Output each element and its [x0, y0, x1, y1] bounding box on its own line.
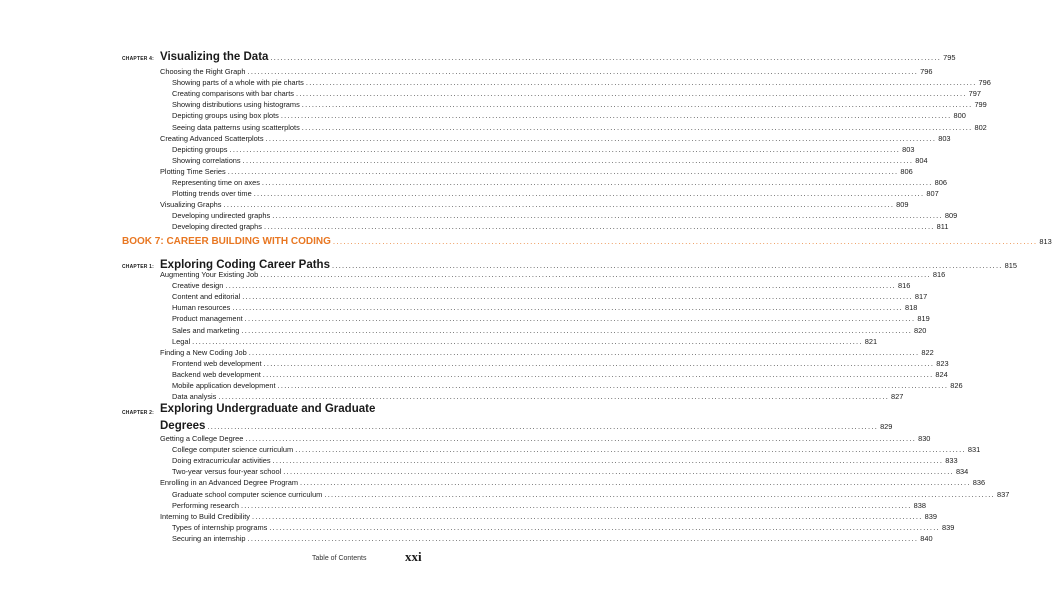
leader-dots: ........................................................................................................................................................................................................ — [301, 122, 973, 132]
leader-dots: ........................................................................................................................................................................................................ — [242, 155, 914, 165]
entry-title: Developing undirected graphs — [172, 211, 271, 221]
entry-title: Graduate school computer science curriculum — [172, 489, 323, 499]
toc-subentry[interactable] — [172, 303, 918, 313]
entry-title: Two-year versus four-year school — [172, 467, 282, 477]
toc-subentry[interactable] — [172, 111, 966, 121]
toc-subentry[interactable] — [172, 445, 981, 455]
entry-page: 818 — [905, 303, 918, 313]
entry-page: 803 — [902, 144, 915, 154]
entry-page: 803 — [938, 133, 951, 143]
leader-dots: ........................................................................................................................................................................................................ — [260, 270, 931, 279]
leader-dots: ........................................................................................................................................................................................................ — [301, 100, 973, 110]
entry-page: 823 — [936, 358, 949, 368]
entry-page: 811 — [936, 222, 949, 232]
entry-title: Choosing the Right Graph — [160, 67, 246, 76]
entry-title: Product management — [172, 314, 243, 324]
entry-title: Human resources — [172, 303, 231, 313]
entry-page: 806 — [934, 178, 947, 187]
leader-dots: ........................................................................................................................................................................................................ — [192, 336, 863, 346]
entry-page: 831 — [967, 445, 981, 455]
leader-dots: ........................................................................................................................................................................................................ — [261, 178, 933, 187]
chapter-2-page: 829 — [880, 422, 893, 431]
entry-page: 824 — [935, 369, 948, 379]
entry-title: Seeing data patterns using scatterplots — [172, 122, 300, 132]
chapter-1-label: CHAPTER 1: — [122, 264, 155, 270]
entry-title: Plotting Time Series — [160, 166, 226, 176]
leader-dots: ........................................................................................................................................................................................................ — [223, 200, 895, 210]
chapter-4-heading[interactable] — [160, 49, 956, 66]
book-7-title: BOOK 7: CAREER BUILDING WITH CODING — [122, 236, 331, 247]
entry-title: Mobile application development — [172, 381, 276, 390]
toc-entry[interactable] — [160, 166, 913, 177]
entry-page: 816 — [932, 270, 946, 279]
toc-entry[interactable] — [160, 270, 946, 280]
leader-dots: ........................................................................................................................................................................................................ — [207, 422, 879, 431]
chapter-2-title-line1: Exploring Undergraduate and Graduate — [160, 403, 376, 415]
toc-entry[interactable] — [160, 478, 986, 488]
entry-title: Creating comparisons with bar charts — [172, 89, 294, 99]
entry-title: Data analysis — [172, 392, 217, 402]
entry-page: 830 — [918, 434, 931, 443]
footer-page-number: xxi — [405, 549, 422, 564]
toc-subentry[interactable] — [172, 489, 1010, 500]
book-7-heading[interactable] — [122, 236, 1052, 248]
leader-dots: ........................................................................................................................................................................................................ — [324, 489, 996, 499]
entry-page: 836 — [972, 478, 986, 488]
toc-subentry[interactable] — [172, 533, 933, 544]
leader-dots: ........................................................................................................................................................................................................ — [229, 144, 901, 154]
entry-title: Getting a College Degree — [160, 434, 244, 443]
entry-title: Depicting groups using box plots — [172, 111, 279, 121]
leader-dots: ........................................................................................................................................................................................................ — [300, 478, 971, 488]
toc-entry[interactable] — [160, 347, 934, 358]
toc-subentry[interactable] — [172, 292, 928, 302]
entry-page: 826 — [950, 381, 963, 390]
entry-page: 802 — [974, 122, 987, 132]
chapter-2-title-line2: Degrees — [160, 420, 206, 432]
toc-subentry[interactable] — [172, 314, 930, 324]
entry-page: 817 — [914, 292, 928, 302]
leader-dots: ........................................................................................................................................................................................................ — [244, 314, 916, 324]
toc-subentry[interactable] — [172, 281, 911, 291]
chapter-4-title: Visualizing the Data — [160, 51, 269, 63]
toc-subentry[interactable] — [172, 155, 928, 166]
toc-subentry[interactable] — [172, 100, 987, 110]
toc-subentry[interactable] — [172, 178, 947, 188]
entry-page: 833 — [945, 456, 958, 466]
leader-dots: ........................................................................................................................................................................................................ — [272, 456, 944, 466]
chapter-1-page: 815 — [1004, 261, 1017, 270]
entry-title: Legal — [172, 336, 191, 346]
entry-page: 839 — [941, 522, 955, 532]
entry-title: Content and editorial — [172, 292, 241, 302]
leader-dots: ........................................................................................................................................................................................................ — [240, 500, 912, 510]
entry-page: 838 — [913, 500, 926, 510]
leader-dots: ........................................................................................................................................................................................................ — [269, 522, 940, 532]
chapter-4-label: CHAPTER 4: — [122, 56, 155, 62]
entry-page: 840 — [920, 533, 933, 543]
leader-dots: ........................................................................................................................................................................................................ — [283, 467, 954, 477]
entry-title: Doing extracurricular activities — [172, 456, 271, 466]
entry-title: Sales and marketing — [172, 325, 240, 335]
toc-subentry[interactable] — [172, 78, 991, 88]
leader-dots: ........................................................................................................................................................................................................ — [263, 222, 935, 232]
leader-dots: ........................................................................................................................................................................................................ — [280, 111, 952, 121]
chapter-1-title: Exploring Coding Career Paths — [160, 259, 330, 271]
leader-dots: ........................................................................................................................................................................................................ — [248, 347, 920, 357]
toc-entry[interactable] — [160, 434, 931, 444]
toc-entry[interactable] — [160, 200, 909, 210]
toc-subentry[interactable] — [172, 456, 958, 466]
entry-title: Visualizing Graphs — [160, 200, 222, 210]
entry-page: 820 — [914, 325, 927, 335]
leader-dots: ........................................................................................................................................................................................................ — [247, 67, 919, 76]
entry-title: Creative design — [172, 281, 224, 291]
entry-page: 809 — [944, 211, 958, 221]
chapter-4-page: 795 — [943, 53, 956, 62]
entry-page: 806 — [900, 166, 913, 176]
entry-title: Plotting trends over time — [172, 189, 252, 199]
entry-page: 809 — [896, 200, 909, 210]
leader-dots: ........................................................................................................................................................................................................ — [331, 261, 1003, 270]
entry-page: 819 — [917, 314, 930, 324]
entry-title: Performing research — [172, 500, 239, 510]
entry-page: 797 — [968, 89, 982, 99]
leader-dots: ........................................................................................................................................................................................................ — [227, 166, 899, 176]
toc-entry[interactable] — [160, 511, 937, 522]
leader-dots: ........................................................................................................................................................................................................ — [251, 511, 923, 521]
toc-subentry[interactable] — [172, 144, 915, 155]
toc-subentry[interactable] — [172, 369, 948, 380]
toc-subentry[interactable] — [172, 189, 939, 199]
leader-dots: ........................................................................................................................................................................................................ — [277, 381, 949, 390]
toc-subentry[interactable] — [172, 222, 949, 232]
toc-subentry[interactable] — [172, 381, 963, 391]
entry-page: 834 — [955, 467, 969, 477]
entry-page: 796 — [920, 67, 933, 76]
toc-subentry[interactable] — [172, 522, 955, 533]
entry-title: Types of internship programs — [172, 522, 268, 532]
leader-dots: ........................................................................................................................................................................................................ — [272, 211, 943, 221]
leader-dots: ........................................................................................................................................................................................................ — [305, 78, 977, 88]
leader-dots: ........................................................................................................................................................................................................ — [232, 303, 903, 313]
entry-page: 816 — [898, 281, 911, 291]
entry-page: 837 — [997, 489, 1010, 499]
leader-dots: ........................................................................................................................................................................................................ — [263, 358, 935, 368]
entry-title: Showing correlations — [172, 155, 241, 165]
entry-title: Developing directed graphs — [172, 222, 262, 232]
toc-entry[interactable] — [160, 67, 933, 77]
entry-title: Backend web development — [172, 369, 261, 379]
entry-title: Enrolling in an Advanced Degree Program — [160, 478, 299, 488]
toc-subentry[interactable] — [172, 122, 987, 133]
leader-dots: ........................................................................................................................................................................................................ — [253, 189, 925, 199]
toc-subentry[interactable] — [172, 211, 958, 221]
chapter-2-heading[interactable] — [160, 418, 893, 435]
leader-dots: ........................................................................................................................................................................................................ — [245, 434, 917, 443]
toc-entry[interactable] — [160, 133, 951, 144]
toc-subentry[interactable] — [172, 325, 927, 336]
chapter-2-label: CHAPTER 2: — [122, 410, 155, 416]
entry-title: Showing distributions using histograms — [172, 100, 300, 110]
leader-dots: ........................................................................................................................................................................................................ — [262, 369, 934, 379]
leader-dots: ........................................................................................................................................................................................................ — [295, 445, 966, 455]
entry-page: 807 — [926, 189, 939, 199]
leader-dots: ........................................................................................................................................................................................................ — [225, 281, 897, 291]
entry-title: Depicting groups — [172, 144, 228, 154]
entry-title: Frontend web development — [172, 358, 262, 368]
entry-page: 804 — [915, 155, 928, 165]
leader-dots: ........................................................................................................................................................................................................ — [296, 89, 967, 99]
leader-dots: ........................................................................................................................................................................................................ — [247, 533, 919, 543]
entry-page: 821 — [864, 336, 878, 346]
entry-title: Finding a New Coding Job — [160, 347, 247, 357]
leader-dots: ........................................................................................................................................................................................................ — [242, 292, 913, 302]
leader-dots: ........................................................................................................................................................................................................ — [241, 325, 913, 335]
book-7-page: 813 — [1039, 237, 1052, 246]
entry-title: Representing time on axes — [172, 178, 260, 187]
entry-page: 796 — [978, 78, 991, 88]
toc-subentry[interactable] — [172, 500, 926, 511]
entry-page: 799 — [974, 100, 987, 110]
toc-subentry[interactable] — [172, 89, 982, 99]
entry-title: Augmenting Your Existing Job — [160, 270, 259, 279]
entry-title: Creating Advanced Scatterplots — [160, 133, 264, 143]
entry-page: 839 — [924, 511, 937, 521]
entry-title: Securing an internship — [172, 533, 246, 543]
entry-title: Showing parts of a whole with pie charts — [172, 78, 304, 88]
leader-dots: ........................................................................................................................................................................................................ — [265, 133, 937, 143]
leader-dots: ........................................................................................................................................................................................................ — [218, 392, 890, 402]
toc-subentry[interactable] — [172, 336, 878, 347]
leader-dots: ........................................................................................................................................................................................................ — [270, 53, 942, 62]
leader-dots: ........................................................................................................................................................................................................ — [332, 237, 1038, 246]
entry-page: 822 — [921, 347, 934, 357]
footer-label: Table of Contents — [312, 555, 367, 562]
entry-title: Interning to Build Credibility — [160, 511, 250, 521]
toc-subentry[interactable] — [172, 392, 904, 402]
entry-page: 827 — [891, 392, 904, 402]
toc-subentry[interactable] — [172, 467, 969, 477]
entry-title: College computer science curriculum — [172, 445, 294, 455]
toc-subentry[interactable] — [172, 358, 949, 369]
entry-page: 800 — [953, 111, 966, 121]
